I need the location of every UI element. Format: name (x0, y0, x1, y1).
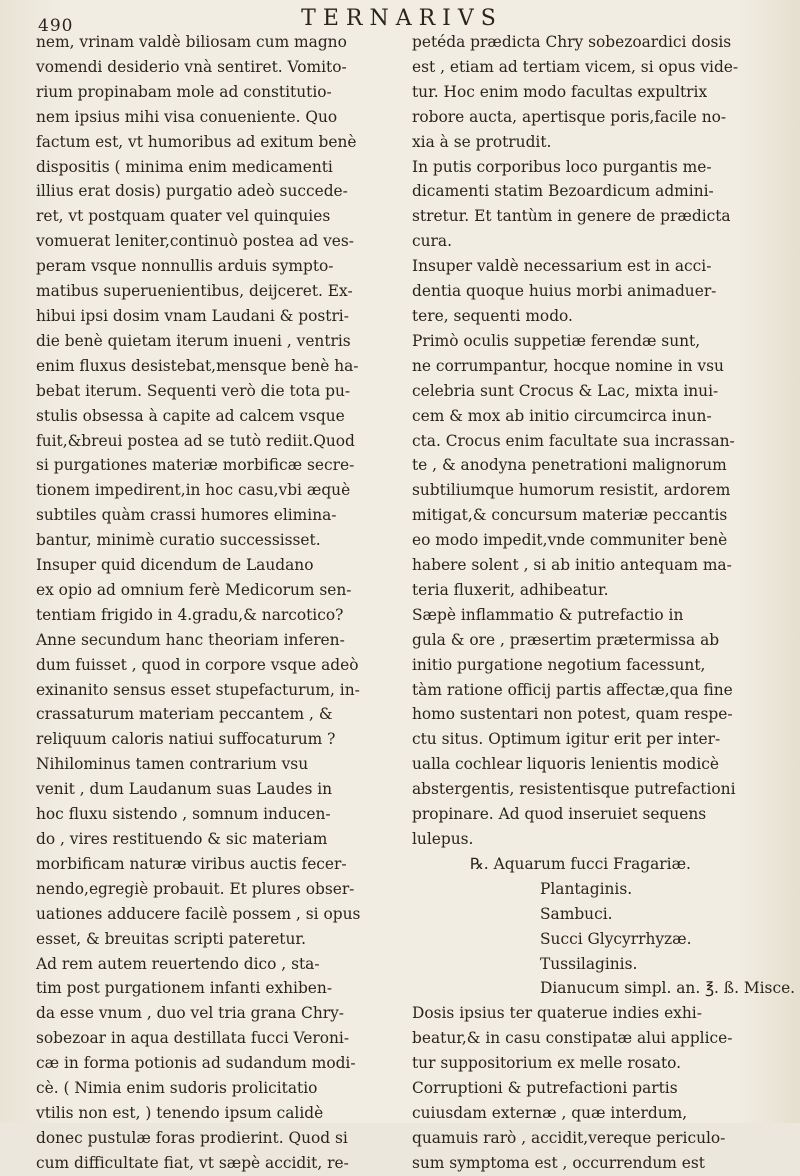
text-line: teria fluxerit, adhibeatur. (412, 580, 609, 599)
text-line: Corruptioni & putrefactioni partis (412, 1079, 678, 1098)
text-line: cem & mox ab initio circumcirca inun- (412, 406, 712, 425)
text-line: dicamenti statim Bezoardicum admini- (412, 182, 714, 201)
text-line: dentia quoque huius morbi animaduer- (412, 282, 717, 301)
text-line: xia à se protrudit. (412, 132, 552, 151)
text-line: robore aucta, apertisque poris,facile no- (412, 107, 727, 126)
text-line: ctu situs. Optimum igitur erit per inter- (412, 730, 721, 749)
text-line: Insuper valdè necessarium est in acci- (412, 257, 712, 276)
right-column-tail (412, 1001, 784, 1175)
text-line: abstergentis, resistentisque putrefactioni (412, 780, 736, 799)
recipe-item: Tussilaginis. (540, 954, 638, 973)
text-line: vomendi desiderio vnà sentiret. Vomito- (36, 57, 347, 76)
text-line: exinanito sensus esset stupefacturum, in- (36, 680, 360, 699)
text-line: eo modo impedit,vnde communiter benè (412, 531, 728, 550)
text-line: dum fuisset , quod in corpore vsque adeò (36, 655, 359, 674)
text-line: fuit,&breui postea ad se tutò rediit.Quod (36, 431, 355, 450)
text-line: homo sustentari non potest, quam respe- (412, 705, 733, 724)
text-line: subtiles quàm crassi humores elimina- (36, 506, 337, 525)
text-line: cta. Crocus enim facultate sua incrassan- (412, 431, 735, 450)
text-line: cuiusdam externæ , quæ interdum, (412, 1103, 688, 1122)
text-line: Insuper quid dicendum de Laudano (36, 556, 314, 575)
recipe-item: Dianucum simpl. an. ℥. ß. Misce. (540, 979, 796, 998)
text-line: sum symptoma est , occurrendum est (412, 1153, 705, 1172)
text-line: da esse vnum , duo vel tria grana Chry- (36, 1004, 344, 1023)
text-line: habere solent , si ab initio antequam ma- (412, 556, 732, 575)
text-line: rium propinabam mole ad constitutio- (36, 82, 332, 101)
text-line: ualla cochlear liquoris lenientis modicè (412, 755, 719, 774)
text-line: do , vires restituendo & sic materiam (36, 830, 328, 848)
text-line: dispositis ( minima enim medicamenti (36, 157, 333, 176)
text-line: Anne secundum hanc theoriam inferen- (36, 630, 345, 649)
text-line: cura. (412, 232, 452, 251)
text-line: initio purgatione negotium facessunt, (412, 655, 706, 674)
text-line: cum difficultate fiat, vt sæpè accidit, re- (36, 1153, 349, 1172)
text-line: enim fluxus desistebat,mensque benè ha- (36, 356, 359, 375)
text-line: tur suppositorium ex melle rosato. (412, 1054, 682, 1073)
text-line: subtiliumque humorum resistit, ardorem (412, 481, 731, 500)
running-head: TERNARIVS (301, 6, 503, 31)
text-line: tentiam frigido in 4.gradu,& narcotico? (36, 605, 344, 624)
text-line: propinare. Ad quod inseruiet sequens (412, 805, 707, 824)
text-line: mitigat,& concursum materiæ peccantis (412, 506, 728, 525)
text-line: nem, vrinam valdè biliosam cum magno (36, 33, 347, 51)
text-line: cè. ( Nimia enim sudoris prolicitatio (36, 1079, 318, 1098)
recipe-first-line: ℞. Aquarum fucci Fragariæ. (470, 854, 691, 873)
text-line: ret, vt postquam quater vel quinquies (36, 207, 331, 226)
text-line: tur. Hoc enim modo facultas expultrix (412, 82, 708, 101)
text-line: te , & anodyna penetrationi malignorum (412, 456, 727, 475)
right-text-column (412, 30, 796, 1172)
text-line: Primò oculis suppetiæ ferendæ sunt, (412, 331, 701, 350)
text-line: nendo,egregiè probauit. Et plures obser- (36, 879, 355, 898)
text-line: vomuerat leniter,continuò postea ad ves- (36, 232, 354, 251)
text-line: est , etiam ad tertiam vicem, si opus vide- (412, 57, 739, 76)
text-line: Nihilominus tamen contrarium vsu (36, 755, 309, 774)
text-line: celebria sunt Crocus & Lac, mixta inui- (412, 381, 719, 400)
text-line: bantur, minimè curatio successisset. (36, 531, 321, 550)
recipe-item: Plantaginis. (540, 879, 633, 898)
text-line: Dosis ipsius ter quaterue indies exhi- (412, 1004, 702, 1023)
text-line: reliquum caloris natiui suffocaturum ? (36, 730, 336, 749)
text-line: nem ipsius mihi visa conueniente. Quo (36, 107, 338, 126)
text-line: petéda prædicta Chry sobezoardici dosis (412, 33, 732, 51)
text-line: esset, & breuitas scripti pateretur. (36, 929, 306, 948)
page-number: 490 (38, 16, 74, 36)
left-text-column (36, 30, 394, 1172)
text-line: tere, sequenti modo. (412, 306, 573, 325)
text-line: tàm ratione officij partis affectæ,qua fine (412, 680, 733, 699)
text-line: bebat iterum. Sequenti verò die tota pu- (36, 381, 351, 400)
right-column-body (412, 30, 784, 852)
recipe-item: Succi Glycyrrhyzæ. (540, 929, 692, 948)
text-line: stulis obsessa à capite ad calcem vsque (36, 406, 345, 425)
text-line: peram vsque nonnullis arduis sympto- (36, 257, 334, 276)
text-line: si purgationes materiæ morbificæ secre- (36, 456, 355, 475)
text-line: quamuis rarò , accidit,vereque periculo- (412, 1128, 726, 1147)
text-line: donec pustulæ foras prodierint. Quod si (36, 1128, 348, 1147)
text-line: Sæpè inflammatio & putrefactio in (412, 605, 684, 624)
text-line: factum est, vt humoribus ad exitum benè (36, 132, 357, 151)
text-line: gula & ore , præsertim prætermissa ab (412, 630, 720, 649)
text-line: lulepus. (412, 830, 474, 848)
text-line: ex opio ad omnium ferè Medicorum sen- (36, 580, 352, 599)
text-line: hoc fluxu sistendo , somnum inducen- (36, 805, 331, 824)
text-line: die benè quietam iterum inueni , ventris (36, 331, 351, 350)
text-line: stretur. Et tantùm in genere de prædicta (412, 207, 731, 226)
text-line: crassaturum materiam peccantem , & (36, 705, 333, 724)
text-line: hibui ipsi dosim vnam Laudani & postri- (36, 306, 349, 325)
text-line: tionem impedirent,in hoc casu,vbi æquè (36, 481, 351, 500)
text-line: cæ in forma potionis ad sudandum modi- (36, 1054, 356, 1073)
text-line: matibus superuenientibus, deijceret. Ex- (36, 282, 353, 301)
recipe-block (412, 852, 796, 1001)
text-line: vtilis non est, ) tenendo ipsum calidè (36, 1103, 324, 1122)
text-line: illius erat dosis) purgatio adeò succede- (36, 182, 348, 201)
text-line: sobezoar in aqua destillata fucci Veroni- (36, 1029, 350, 1048)
text-line: In putis corporibus loco purgantis me- (412, 157, 712, 176)
recipe-items (412, 877, 796, 1002)
text-line: tim post purgationem infanti exhiben- (36, 979, 333, 998)
text-line: Ad rem autem reuertendo dico , sta- (36, 954, 320, 973)
text-line: morbificam naturæ viribus auctis fecer- (36, 854, 347, 873)
recipe-item: Sambuci. (540, 904, 613, 923)
text-line: uationes adducere facilè possem , si opus (36, 904, 361, 923)
text-line: beatur,& in casu constipatæ alui applice- (412, 1029, 733, 1048)
text-line: ne corrumpantur, hocque nomine in vsu (412, 356, 724, 375)
text-line: venit , dum Laudanum suas Laudes in (36, 780, 333, 799)
